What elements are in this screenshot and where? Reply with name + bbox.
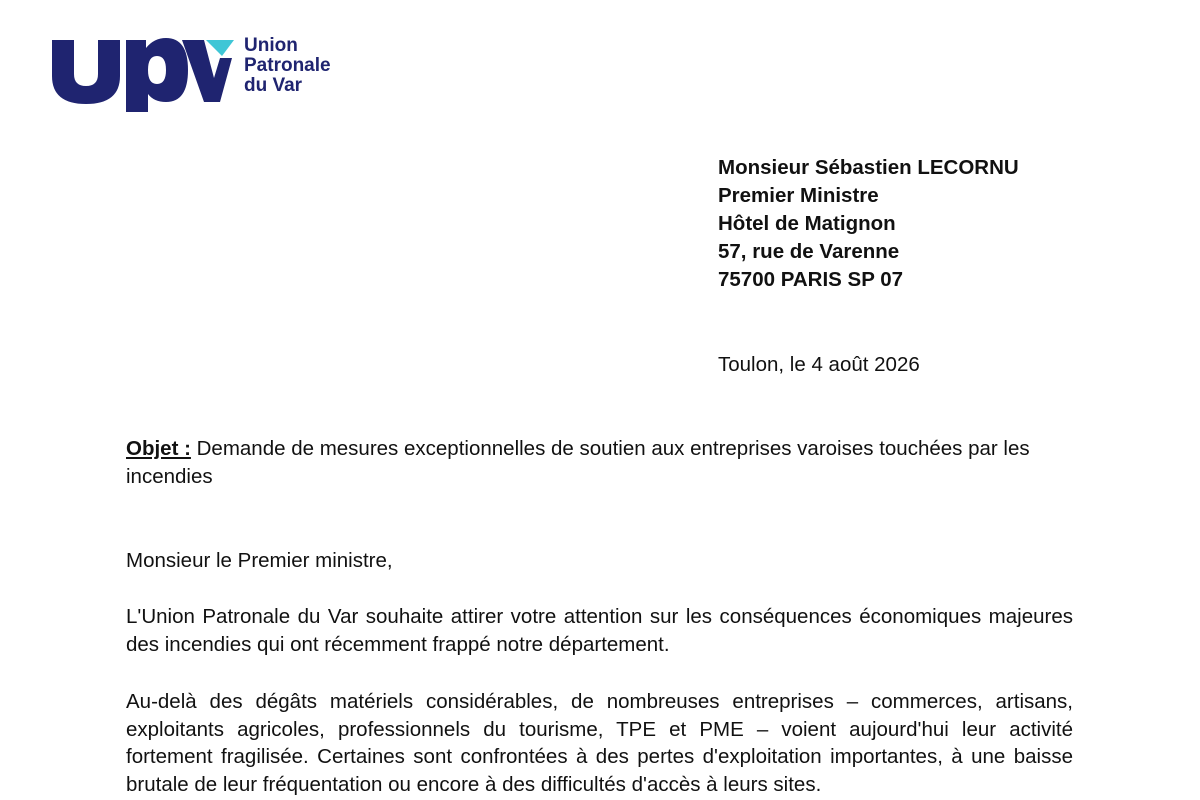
logo-line-1: Union (244, 35, 298, 56)
recipient-building: Hôtel de Matignon (718, 212, 896, 235)
logo-teal-accent (206, 40, 234, 56)
body-paragraph-2: Au-delà des dégâts matériels considérables, de nombreuses entreprises – commerces, artisans, exploitants agricoles, professionnels du tourisme, TPE et PME – voient aujourd'hui leur activité fortement fragilisée. Certaines sont confrontées à des pertes d'exploitation importantes, à une baisse brutale de leur fréquentation ou encore à des difficultés d'accès à leurs sites. (126, 690, 1073, 796)
recipient-title: Premier Ministre (718, 184, 879, 207)
upv-logo (50, 36, 350, 116)
salutation: Monsieur le Premier ministre, (126, 549, 393, 572)
letter-subject (126, 435, 1076, 491)
recipient-name: Monsieur Sébastien LECORNU (718, 156, 1019, 179)
recipient-address (718, 154, 1019, 294)
place-and-date: Toulon, le 4 août 2026 (718, 353, 920, 376)
recipient-street: 57, rue de Varenne (718, 240, 900, 263)
logo-line-3: du Var (244, 75, 303, 96)
upv-logo-mark (50, 36, 240, 116)
subject-label: Objet : (126, 437, 191, 460)
body-paragraph-1: L'Union Patronale du Var souhaite attirer votre attention sur les conséquences économiques majeures des incendies qui ont récemment frappé notre département. (126, 605, 1073, 656)
recipient-city: 75700 PARIS SP 07 (718, 268, 904, 291)
logo-letter-u (52, 40, 120, 104)
logo-line-2: Patronale (244, 55, 331, 76)
subject-text: Demande de mesures exceptionnelles de soutien aux entreprises varoises touchées par les incendies (126, 437, 1030, 488)
logo-letter-p (126, 38, 188, 112)
logo-org-name (244, 36, 331, 96)
